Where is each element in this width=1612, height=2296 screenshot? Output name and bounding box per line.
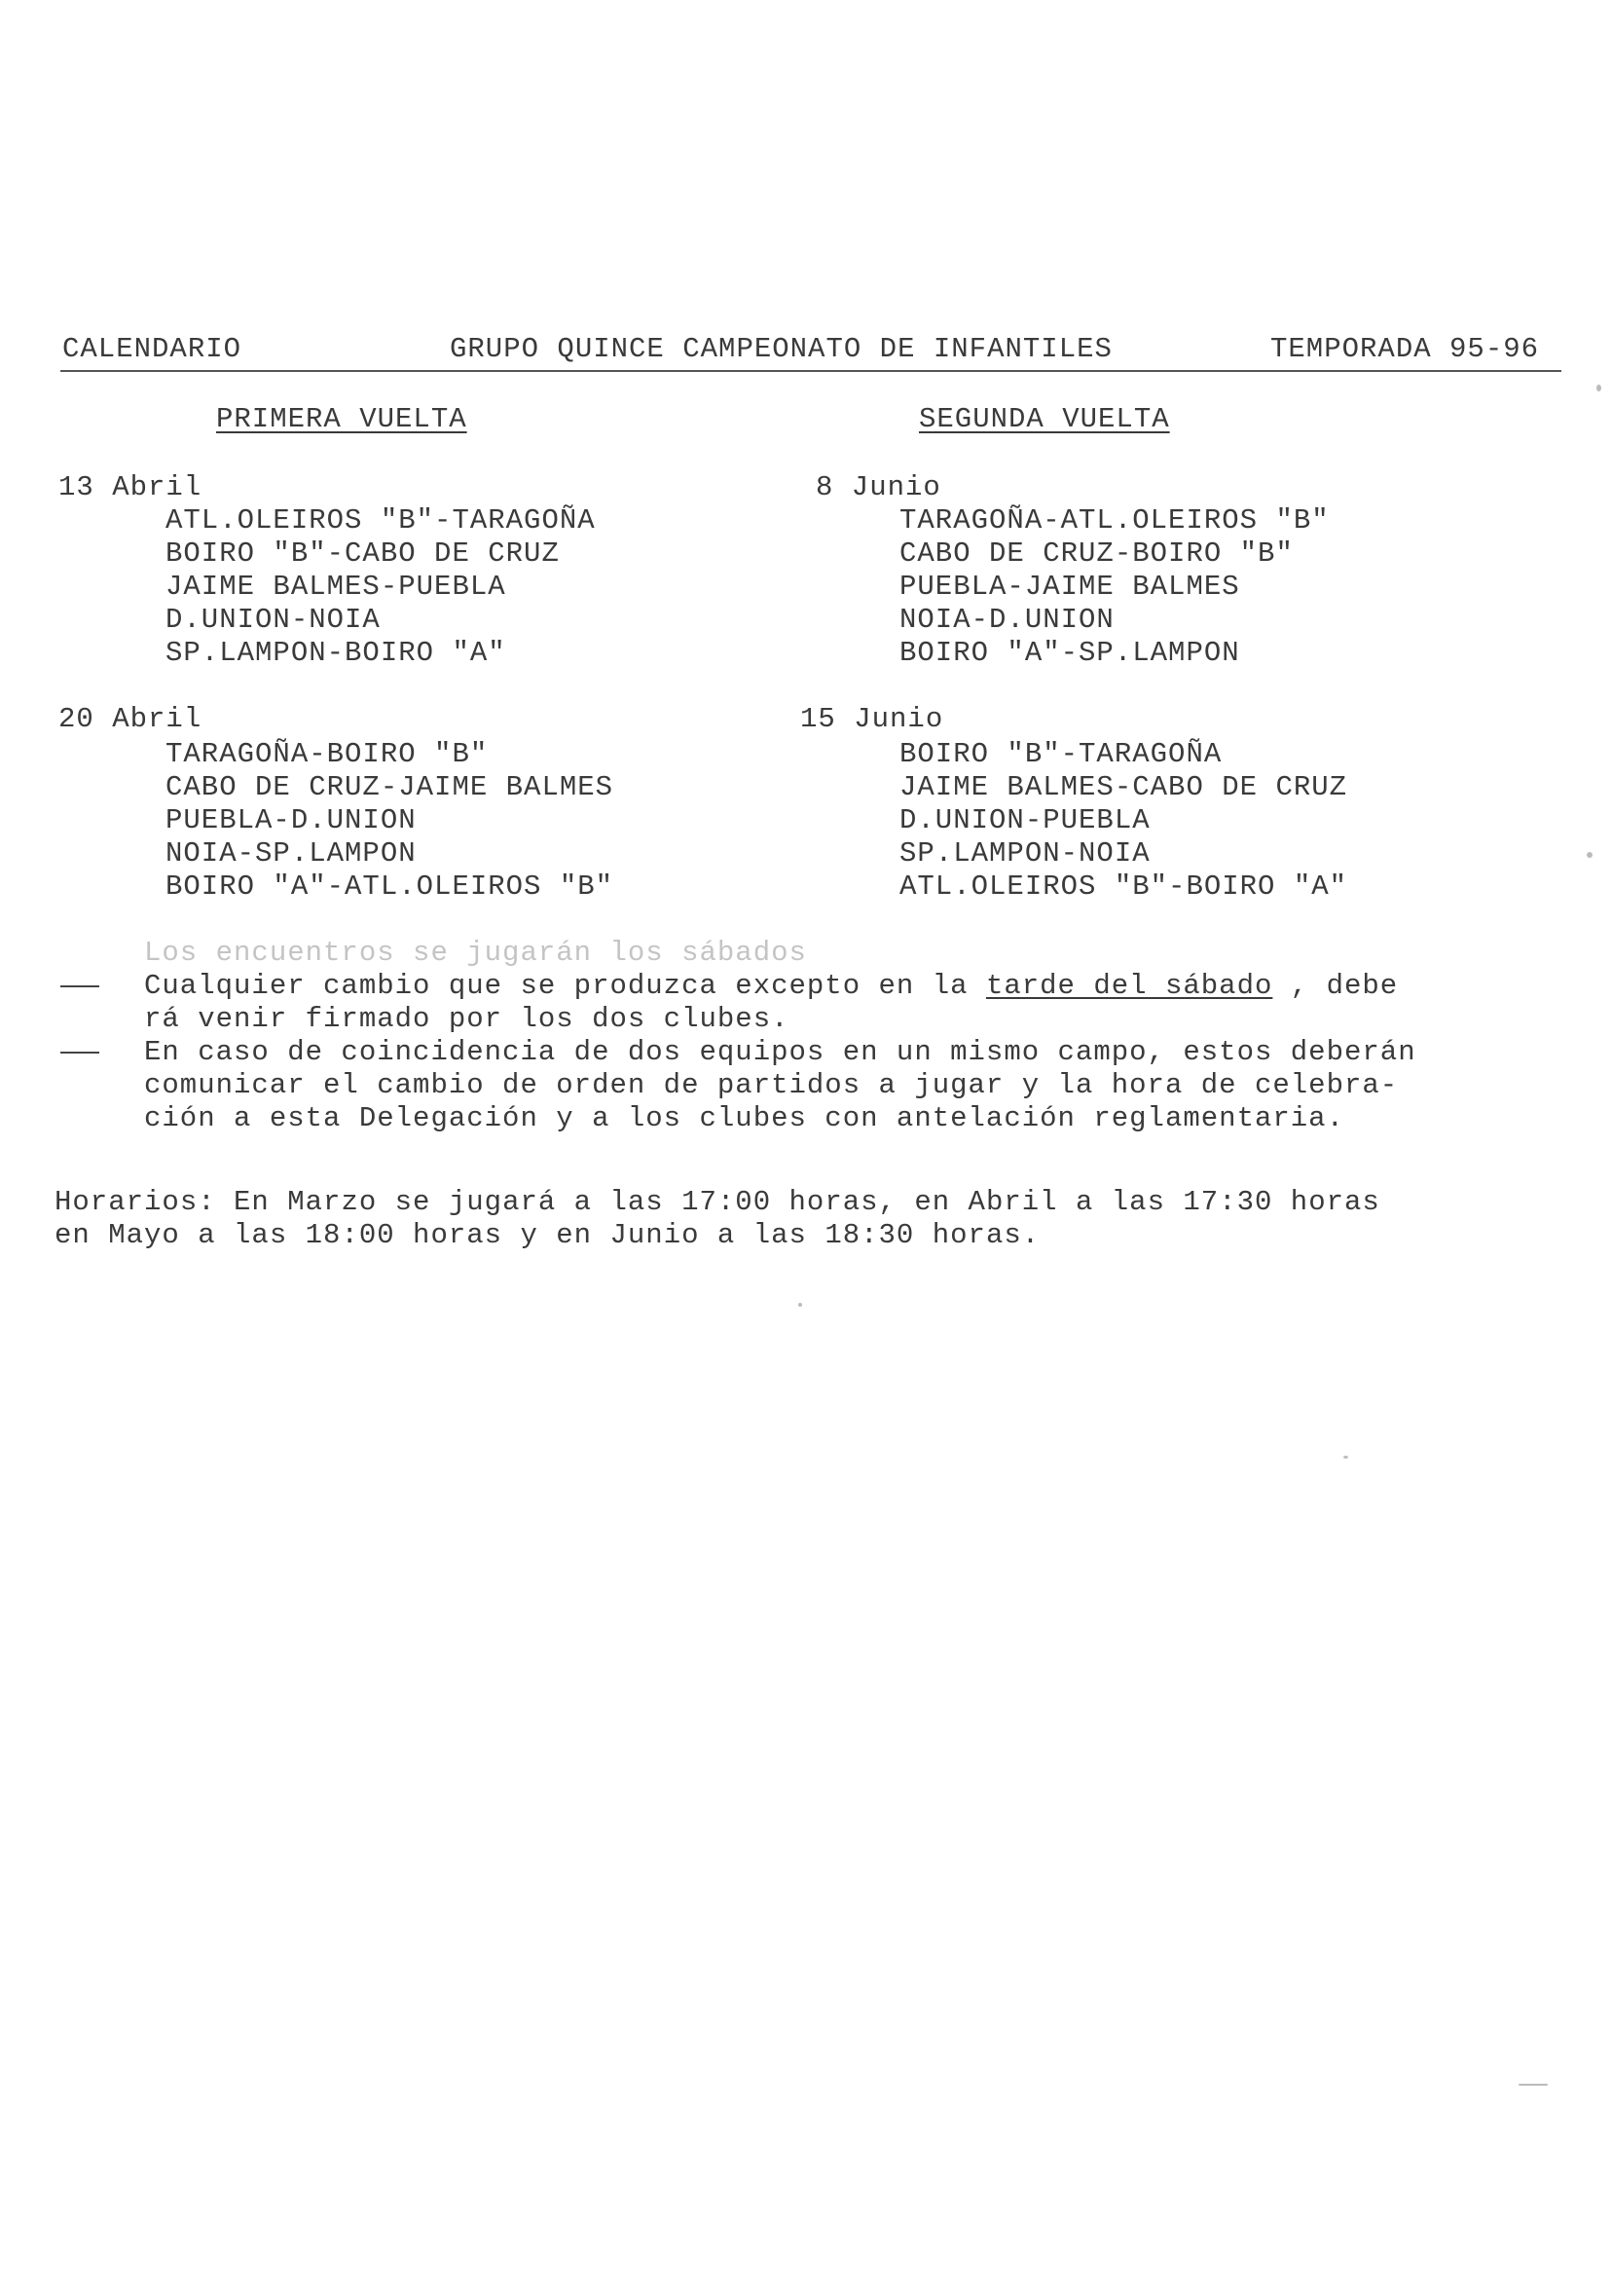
paper-speck xyxy=(1343,1456,1348,1459)
match-line: BOIRO "B"-TARAGOÑA xyxy=(899,738,1223,770)
round-date: 20 Abril xyxy=(58,703,202,735)
match-line: D.UNION-PUEBLA xyxy=(899,804,1151,836)
match-line: CABO DE CRUZ-JAIME BALMES xyxy=(165,771,614,803)
note2-line2: comunicar el cambio de orden de partidos a jugar y la hora de celebra- xyxy=(144,1069,1399,1101)
note2-line1: En caso de coincidencia de dos equipos en un mismo campo, estos deberán xyxy=(144,1036,1416,1068)
header-calendario: CALENDARIO xyxy=(62,333,242,365)
paper-speck xyxy=(798,1303,802,1307)
match-line: SP.LAMPON-NOIA xyxy=(899,837,1151,870)
segunda-vuelta-title: SEGUNDA VUELTA xyxy=(919,403,1170,435)
schedule-line1: Horarios: En Marzo se jugará a las 17:00 horas, en Abril a las 17:30 horas xyxy=(55,1186,1380,1218)
match-line: ATL.OLEIROS "B"-TARAGOÑA xyxy=(165,504,596,537)
match-line: JAIME BALMES-PUEBLA xyxy=(165,571,506,603)
paper-speck xyxy=(1519,2084,1548,2086)
match-line: PUEBLA-JAIME BALMES xyxy=(899,571,1240,603)
match-line: ATL.OLEIROS "B"-BOIRO "A" xyxy=(899,870,1348,903)
match-line: JAIME BALMES-CABO DE CRUZ xyxy=(899,771,1348,803)
match-line: D.UNION-NOIA xyxy=(165,604,381,636)
match-line: TARAGOÑA-BOIRO "B" xyxy=(165,738,489,770)
match-line: NOIA-SP.LAMPON xyxy=(165,837,417,870)
match-line: PUEBLA-D.UNION xyxy=(165,804,417,836)
round-date: 13 Abril xyxy=(58,471,202,503)
match-line: SP.LAMPON-BOIRO "A" xyxy=(165,637,506,669)
note-dash xyxy=(60,1052,99,1054)
paper-speck xyxy=(1587,852,1593,858)
header-season: TEMPORADA 95-96 xyxy=(1270,333,1540,365)
note1-line2: rá venir firmado por los dos clubes. xyxy=(144,1003,789,1035)
note1-line1 xyxy=(144,970,1398,1003)
header-group-title: GRUPO QUINCE CAMPEONATO DE INFANTILES xyxy=(450,333,1113,365)
schedule-line2: en Mayo a las 18:00 horas y en Junio a las 18:30 horas. xyxy=(55,1219,1041,1251)
faded-note-line: Los encuentros se jugarán los sábados xyxy=(144,937,807,969)
note-dash xyxy=(60,985,99,987)
match-line: CABO DE CRUZ-BOIRO "B" xyxy=(899,537,1294,570)
match-line: BOIRO "A"-SP.LAMPON xyxy=(899,637,1240,669)
note1-text-a: Cualquier cambio que se produzca excepto en la xyxy=(144,970,986,1002)
primera-vuelta-title: PRIMERA VUELTA xyxy=(216,403,467,435)
header-rule xyxy=(60,370,1561,372)
match-line: BOIRO "B"-CABO DE CRUZ xyxy=(165,537,560,570)
note1-text-underlined: tarde del sábado xyxy=(985,970,1273,1002)
round-date: 8 Junio xyxy=(816,471,941,503)
match-line: BOIRO "A"-ATL.OLEIROS "B" xyxy=(165,870,614,903)
match-line: NOIA-D.UNION xyxy=(899,604,1115,636)
round-date: 15 Junio xyxy=(800,703,944,735)
match-line: TARAGOÑA-ATL.OLEIROS "B" xyxy=(899,504,1330,537)
note1-text-c: , debe xyxy=(1272,970,1399,1002)
paper-speck xyxy=(1596,385,1601,391)
note2-line3: ción a esta Delegación y a los clubes con antelación reglamentaria. xyxy=(144,1102,1344,1134)
